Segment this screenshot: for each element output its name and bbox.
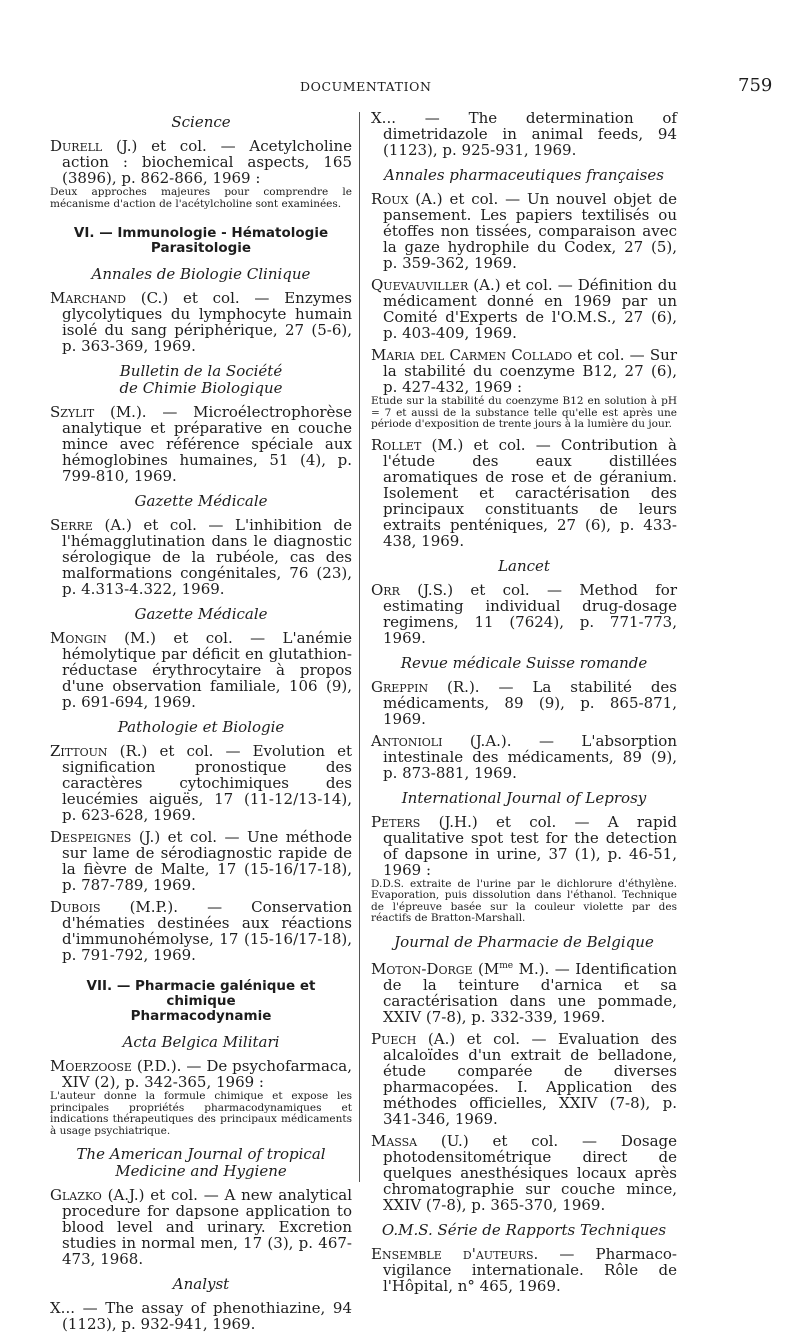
- part-heading-line: Parasitologie: [150, 240, 252, 256]
- bibliography-entry: [371, 814, 677, 878]
- section-heading: Lancet: [498, 556, 550, 575]
- section-heading: Annales pharmaceutiques françaises: [384, 166, 664, 184]
- section-heading: Journal de Pharmacie de Belgique: [394, 932, 654, 951]
- bibliography-entry: [371, 277, 677, 341]
- entry-text: (J.) et col. — Acetylcholine action : biochemical aspects, 165 (3896), p. 862-866, 1969 :: [62, 137, 352, 187]
- bibliography-entry: [371, 1133, 677, 1213]
- part-heading: [50, 226, 352, 256]
- bibliography-entry: [371, 110, 677, 158]
- entry-author: Glazko: [50, 1186, 102, 1204]
- bibliography-entry: [371, 733, 677, 781]
- entry-author: Despeignes: [50, 828, 132, 846]
- entry-author: Massa: [371, 1131, 418, 1150]
- bibliography-entry: [50, 138, 352, 186]
- entry-abstract: L'auteur donne la formule chimique et expose les principales propriétés pharmacodynamiques et indications thérapeutiques des principaux médicaments à usage psychiatrique.: [50, 1090, 352, 1137]
- entry-text: (M.) et col. — Contribution à l'étude des eaux distillées aromatiques de rose et de géranium. Isolement et caractérisation des principaux constituants de leurs extraits penténiques, 27 (6), p. 433-438, 1969.: [383, 435, 677, 550]
- section-heading: Gazette Médicale: [134, 492, 268, 510]
- entry-author: Moerzoose: [50, 1057, 132, 1075]
- entry-text: (M.P.). — Conservation d'hématies destinées aux réactions d'immunohémolyse, 17 (15-16/17-18), p. 791-792, 1969.: [62, 898, 352, 964]
- entry-author: Dubois: [50, 898, 101, 916]
- entry-author: Rollet: [371, 435, 422, 454]
- running-head: [0, 77, 800, 99]
- entry-text: . — Pharmaco-vigilance internationale. Rôle de l'Hôpital, n° 465, 1969.: [383, 1244, 678, 1295]
- entry-text: (J.S.) et col. — Method for estimating individual drug-dosage regimens, 11 (7624), p. 771-773, 1969.: [383, 580, 677, 647]
- entry-text: (A.) et col. — Définition du médicament donné en 1969 par un Comité d'Experts de l'O.M.S., 27 (6), p. 403-409, 1969.: [383, 276, 677, 342]
- bibliography-entry: [371, 1031, 677, 1127]
- bibliography-entry: [50, 404, 352, 484]
- entry-text: (M.). — Microélectrophorèse analytique et préparative en couche mince avec référence spéciale aux hémoglobines humaines, 51 (4), p. 799-810, 1969.: [62, 403, 352, 485]
- bibliography-entry: [50, 1187, 352, 1267]
- bibliography-entry: [50, 1300, 352, 1332]
- entry-text: (J.) et col. — Une méthode sur lame de sérodiagnostic rapide de la fièvre de Malte, 17 (15-16/17-18), p. 787-789, 1969.: [62, 828, 352, 894]
- bibliography-entry: [371, 191, 677, 271]
- entry-author: Mongin: [50, 629, 107, 647]
- bibliography-entry: [50, 517, 352, 597]
- entry-abstract: Etude sur la stabilité du coenzyme B12 en solution à pH = 7 et aussi de la substance telle qu'elle est après une période d'exposition de trente jours à la lumière du jour.: [371, 395, 677, 430]
- entry-text: M.). — Identification de la teinture d'arnica et sa caractérisation dans une pommade, XXIV (7-8), p. 332-339, 1969.: [383, 959, 677, 1026]
- entry-text: (M.) et col. — L'anémie hémolytique par déficit en glutathion-réductase érythrocytaire à propos d'une observation familiale, 106 (9), p. 691-694, 1969.: [62, 629, 352, 711]
- entry-text: (A.J.) et col. — A new analytical procedure for dapsone application to blood level and urinary. Excretion studies in normal men, 17 (3), p. 467-473, 1968.: [62, 1186, 352, 1268]
- section-heading: Gazette Médicale: [134, 605, 268, 623]
- part-heading: [50, 979, 352, 1024]
- section-heading: Annales de Biologie Clinique: [91, 265, 311, 283]
- section-heading: Science: [171, 113, 231, 131]
- entry-text: (C.) et col. — Enzymes glycolytiques du lymphocyte humain isolé du sang périphérique, 27 (5-6), p. 363-369, 1969.: [62, 289, 352, 355]
- entry-author: Antonioli: [371, 731, 443, 750]
- bibliography-entry: [50, 290, 352, 354]
- left-column: [50, 110, 352, 1338]
- bibliography-entry: [371, 582, 677, 646]
- part-heading-line: Pharmacodynamie: [130, 1008, 272, 1024]
- entry-text: (J.A.). — L'absorption intestinale des médicaments, 89 (9), p. 873-881, 1969.: [383, 731, 677, 782]
- section-heading: International Journal of Leprosy: [401, 788, 647, 807]
- running-title: DOCUMENTATION: [300, 79, 432, 94]
- bibliography-entry: [371, 1246, 677, 1294]
- entry-text: (J.H.) et col. — A rapid qualitative spot test for the detection of dapsone in urine, 37 (1), p. 46-51, 1969 :: [383, 812, 677, 879]
- entry-author: Serre: [50, 516, 93, 534]
- bibliography-entry: [50, 743, 352, 823]
- section-heading: O.M.S. Série de Rapports Techniques: [381, 1220, 667, 1239]
- entry-author: Puech: [371, 1029, 417, 1048]
- entry-text: X... — The assay of phenothiazine, 94 (1123), p. 932-941, 1969.: [50, 1299, 352, 1333]
- section-heading: Analyst: [172, 1275, 230, 1293]
- entry-author: Greppin: [371, 677, 429, 696]
- entry-author: Quevauviller: [371, 276, 469, 294]
- bibliography-entry: [50, 630, 352, 710]
- entry-author: Roux: [371, 190, 409, 208]
- entry-text: (M: [472, 959, 500, 978]
- section-heading-line: Medicine and Hygiene: [115, 1162, 287, 1180]
- entry-author: Zittoun: [50, 742, 108, 760]
- bibliography-entry: [371, 958, 677, 1025]
- part-heading-line: VI. — Immunologie - Hématologie: [73, 225, 329, 241]
- entry-author: Moton-Dorge: [371, 959, 473, 978]
- entry-text: (P.D.). — De psychofarmaca, XIV (2), p. 342-365, 1969 :: [62, 1057, 352, 1091]
- entry-text: (U.) et col. — Dosage photodensitométrique direct de quelques anesthésiques locaux après chromatographie sur couche mince, XXIV (7-8), p. 365-370, 1969.: [383, 1131, 677, 1214]
- page-number: 759: [738, 75, 773, 96]
- entry-author: Ensemble d'auteurs: [371, 1244, 534, 1263]
- entry-author: Durell: [50, 137, 103, 155]
- section-heading-line: The American Journal of tropical: [76, 1145, 326, 1163]
- bibliography-entry: [50, 899, 352, 963]
- bibliography-entry: [50, 1058, 352, 1090]
- section-heading: Revue médicale Suisse romande: [400, 653, 648, 672]
- entry-author: Orr: [371, 580, 400, 599]
- entry-abstract: Deux approches majeures pour comprendre le mécanisme d'action de l'acétylcholine sont examinées.: [50, 186, 352, 210]
- section-heading: Pathologie et Biologie: [117, 718, 285, 736]
- part-heading-line: VII. — Pharmacie galénique et chimique: [86, 978, 316, 1009]
- entry-text: (A.) et col. — L'inhibition de l'hémagglutination dans le diagnostic sérologique de la rubéole, cas des malformations congénitales, 76 (23), p. 4.313-4.322, 1969.: [62, 516, 352, 598]
- bibliography-entry: [371, 347, 677, 395]
- entry-text: (A.) et col. — Evaluation des alcaloïdes d'un extrait de belladone, étude comparée de diverses pharmacopées. I. Application des méthodes officielles, XXIV (7-8), p. 341-346, 1969.: [383, 1029, 677, 1128]
- entry-text: et col. — Sur la stabilité du coenzyme B12, 27 (6), p. 427-432, 1969 :: [383, 346, 677, 396]
- right-column: [371, 110, 677, 1300]
- section-heading-line: de Chimie Biologique: [119, 379, 283, 397]
- entry-author: Szylit: [50, 403, 95, 421]
- entry-text: (R.). — La stabilité des médicaments, 89 (9), p. 865-871, 1969.: [383, 677, 677, 728]
- section-heading: Acta Belgica Militari: [122, 1033, 280, 1051]
- section-heading-line: Bulletin de la Société: [119, 362, 283, 380]
- entry-text: X... — The determination of dimetridazole in animal feeds, 94 (1123), p. 925-931, 1969.: [371, 109, 677, 159]
- entry-text: (R.) et col. — Evolution et signification pronostique des caractères cytochimiques des leucémies aiguës, 17 (11-12/13-14), p. 623-628, 1969.: [62, 742, 352, 824]
- entry-abstract: D.D.S. extraite de l'urine par le dichlorure d'éthylène. Evaporation, puis dissolution dans l'éthanol. Technique de l'épreuve basée sur la couleur violette par des réactifs de Bratton-Marshall.: [371, 877, 677, 924]
- bibliography-entry: [50, 829, 352, 893]
- bibliography-entry: [371, 679, 677, 727]
- entry-author: Marchand: [50, 289, 126, 307]
- section-heading: [50, 363, 352, 397]
- section-heading: [50, 1146, 352, 1180]
- bibliography-entry: [371, 437, 677, 549]
- column-divider: [359, 112, 360, 1182]
- entry-author: Peters: [371, 812, 421, 831]
- entry-superscript: me: [499, 960, 514, 971]
- entry-text: (A.) et col. — Un nouvel objet de pansement. Les papiers textilisés ou étoffes non tissées, comparaison avec la gaze hydrophile du Codex, 27 (5), p. 359-362, 1969.: [383, 190, 677, 272]
- entry-author: Maria del Carmen Collado: [371, 346, 573, 364]
